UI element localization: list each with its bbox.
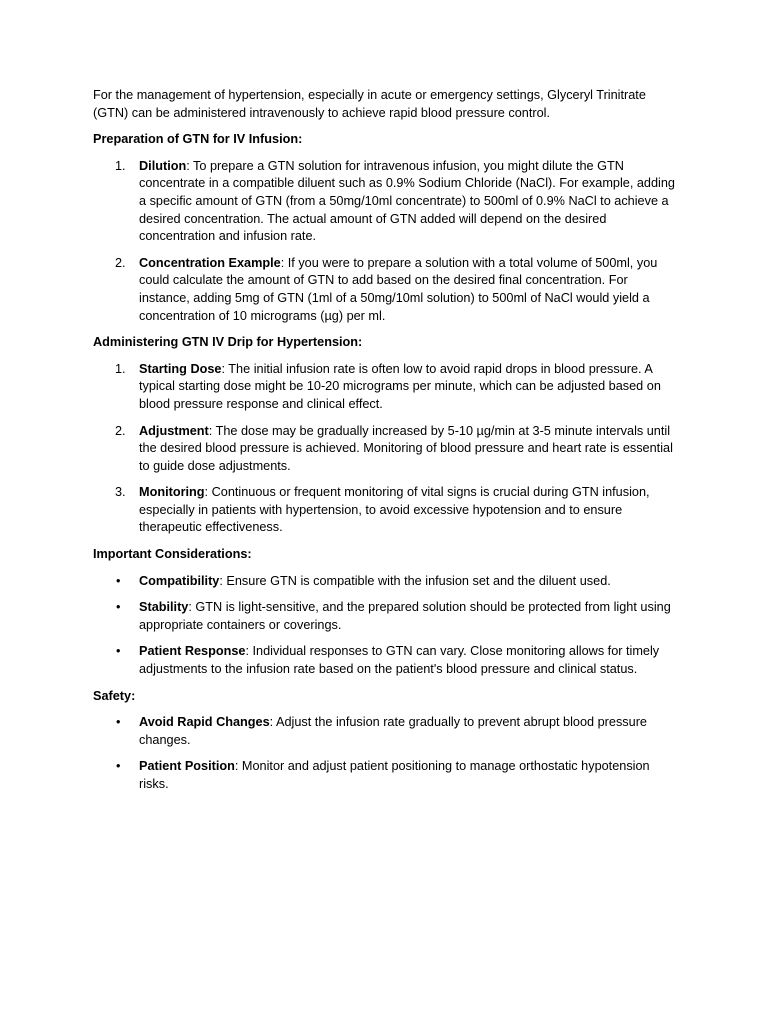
item-term: Starting Dose <box>139 361 222 376</box>
item-text: : Monitor and adjust patient positioning to manage orthostatic hypotension risks. <box>139 759 650 791</box>
section-heading-administering: Administering GTN IV Drip for Hypertension: <box>93 335 363 350</box>
intro-paragraph: For the management of hypertension, especially in acute or emergency settings, Glyceryl Trinitrate (GTN) can be administered intravenously to achieve rapid blood pressure control. <box>93 88 646 120</box>
preparation-list <box>93 158 677 325</box>
bullet-icon: • <box>116 715 121 730</box>
section-heading-considerations: Important Considerations: <box>93 547 252 562</box>
list-item <box>93 714 677 749</box>
bullet-icon: • <box>116 573 121 588</box>
item-text: : GTN is light-sensitive, and the prepared solution should be protected from light using appropriate containers or coverings. <box>139 600 671 632</box>
list-item <box>93 158 677 246</box>
item-term: Avoid Rapid Changes <box>139 715 270 730</box>
list-number: 2. <box>115 423 126 438</box>
list-item <box>93 599 677 634</box>
item-text: : The initial infusion rate is often low to avoid rapid drops in blood pressure. A typical starting dose might be 10-20 micrograms per minute, which can be adjusted based on blood pressure response and clinical effect. <box>139 361 661 411</box>
item-term: Concentration Example <box>139 255 281 270</box>
list-item <box>93 361 677 414</box>
document-page <box>93 87 677 803</box>
item-text: : Adjust the infusion rate gradually to prevent abrupt blood pressure changes. <box>139 715 647 747</box>
item-term: Dilution <box>139 158 187 173</box>
list-item <box>93 573 677 591</box>
list-number: 1. <box>115 158 126 173</box>
item-text: : Individual responses to GTN can vary. Close monitoring allows for timely adjustments to the infusion rate based on the patient's blood pressure and clinical status. <box>139 644 660 677</box>
list-number: 1. <box>115 361 126 376</box>
item-term: Monitoring <box>139 485 205 500</box>
section-heading-safety: Safety: <box>93 688 136 703</box>
item-text: : Continuous or frequent monitoring of vital signs is crucial during GTN infusion, especially in patients with hypertension, to avoid excessive hypotension and to ensure therapeutic effectiveness. <box>139 485 650 535</box>
item-term: Stability <box>139 600 189 615</box>
list-item <box>93 758 677 793</box>
list-item <box>93 643 677 678</box>
bullet-icon: • <box>116 600 121 615</box>
bullet-icon: • <box>116 759 121 774</box>
list-number: 3. <box>115 485 126 500</box>
list-item <box>93 423 677 476</box>
list-item <box>93 484 677 537</box>
item-text: : To prepare a GTN solution for intravenous infusion, you might dilute the GTN concentrate in a compatible diluent such as 0.9% Sodium Chloride (NaCl). For example, adding a specific amount of GTN (from a 50mg/10ml concentrate) to 500ml of 0.9% NaCl to achieve a desired concentration. The actual amount of GTN added will depend on the desired concentration and infusion rate. <box>139 158 675 244</box>
item-text: : If you were to prepare a solution with a total volume of 500ml, you could calculate the amount of GTN to add based on the desired final concentration. For instance, adding 5mg of GTN (1ml of a 50mg/10ml solution) to 500ml of NaCl would yield a concentration of 10 micrograms (µg) per ml. <box>139 255 658 323</box>
list-item <box>93 255 677 325</box>
item-text: : Ensure GTN is compatible with the infusion set and the diluent used. <box>219 573 611 588</box>
section-heading-preparation: Preparation of GTN for IV Infusion: <box>93 132 303 147</box>
administering-list <box>93 361 677 537</box>
considerations-list <box>93 573 677 679</box>
list-number: 2. <box>115 255 126 270</box>
bullet-icon: • <box>116 644 121 659</box>
item-term: Patient Response <box>139 644 246 659</box>
item-term: Patient Position <box>139 759 235 774</box>
safety-list <box>93 714 677 793</box>
item-text: : The dose may be gradually increased by 5-10 µg/min at 3-5 minute intervals until the desired blood pressure is achieved. Monitoring of blood pressure and heart rate is essential to guide dose adjustments. <box>139 423 673 473</box>
item-term: Adjustment <box>139 423 209 438</box>
item-term: Compatibility <box>139 573 220 588</box>
